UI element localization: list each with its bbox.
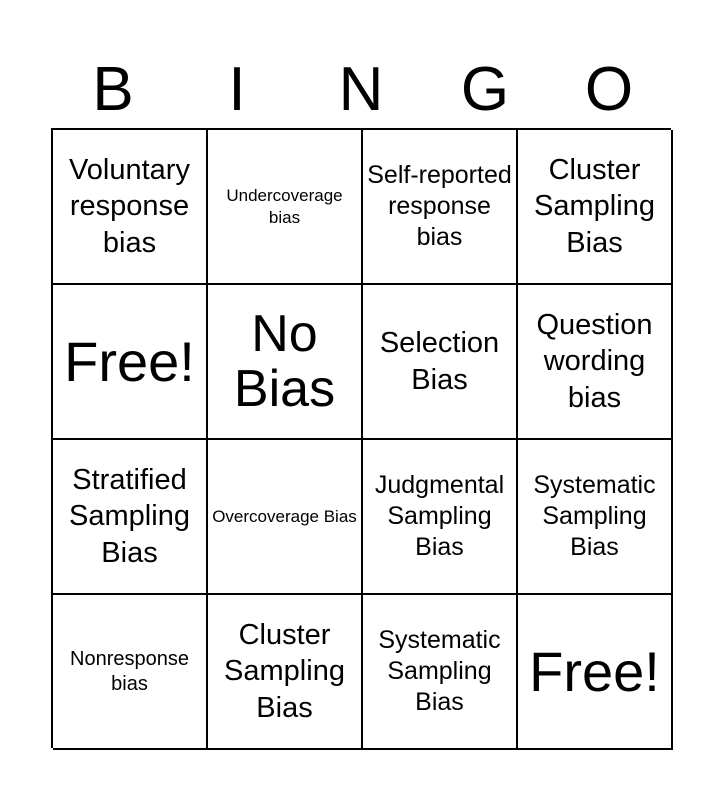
cell-label: Overcoverage Bias <box>212 506 357 526</box>
cell-label: Cluster Sampling Bias <box>224 619 345 724</box>
cell-label: Question wording bias <box>536 309 653 414</box>
cell-label: Cluster Sampling Bias <box>534 154 655 259</box>
bingo-cell <box>518 285 673 440</box>
bingo-cell-free <box>53 285 208 440</box>
header-letter-b: B <box>92 55 134 124</box>
cell-label: Free! <box>64 329 195 393</box>
bingo-cell <box>518 440 673 595</box>
cell-label: Nonresponse bias <box>70 647 189 695</box>
header-letter-g: G <box>460 55 510 124</box>
bingo-cell <box>363 595 518 750</box>
cell-label: Systematic Sampling Bias <box>378 625 501 717</box>
bingo-cell <box>208 440 363 595</box>
bingo-cell <box>208 130 363 285</box>
bingo-cell <box>53 440 208 595</box>
bingo-cell-no-bias <box>208 285 363 440</box>
bingo-header <box>51 52 671 128</box>
bingo-cell <box>53 130 208 285</box>
header-letter-n: N <box>338 55 384 124</box>
bingo-cell <box>363 440 518 595</box>
cell-label: Voluntary response bias <box>69 154 190 259</box>
bingo-cell <box>53 595 208 750</box>
cell-label: No Bias <box>233 304 336 418</box>
header-letter-o: O <box>584 55 634 124</box>
cell-label: Undercoverage bias <box>226 186 343 227</box>
bingo-grid <box>51 128 671 748</box>
bingo-cell-free <box>518 595 673 750</box>
cell-label: Self-reported response bias <box>367 160 512 252</box>
bingo-cell <box>208 595 363 750</box>
header-letter-i: I <box>228 55 246 124</box>
cell-label: Judgmental Sampling Bias <box>374 470 505 562</box>
bingo-cell <box>363 130 518 285</box>
cell-label: Systematic Sampling Bias <box>533 470 656 562</box>
bingo-cell <box>363 285 518 440</box>
bingo-cell <box>518 130 673 285</box>
cell-label: Free! <box>529 639 660 703</box>
cell-label: Stratified Sampling Bias <box>69 464 190 569</box>
cell-label: Selection Bias <box>379 327 500 396</box>
